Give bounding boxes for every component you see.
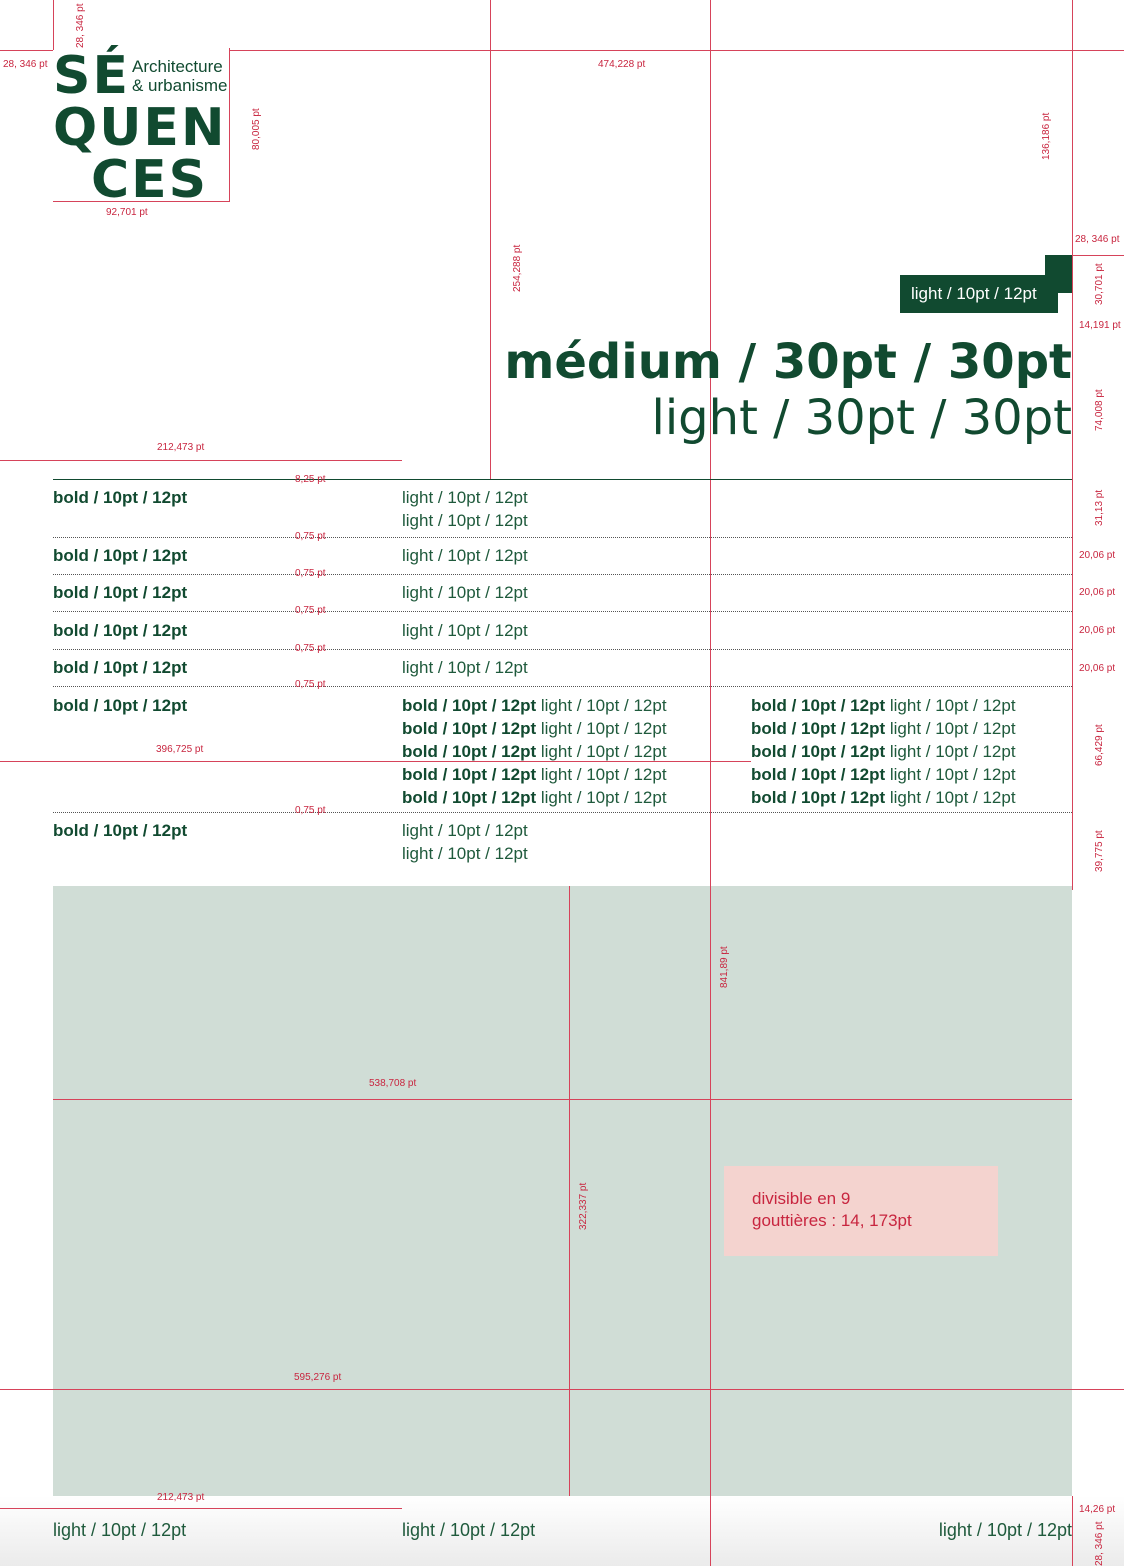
logo-height-guide [229,48,230,202]
measure-page-width: 595,276 pt [294,1372,342,1383]
measure-col1: 212,473 pt [157,442,205,453]
measure-2006: 20,06 pt [1079,625,1116,636]
center-guide-line [710,0,711,1566]
measure-1426: 14,26 pt [1079,1504,1116,1515]
measure-left-margin: 28, 346 pt [3,59,48,70]
row-text: light / 10pt / 12pt [402,658,528,677]
logo-subtitle-2: & urbanisme [132,76,228,95]
measure-zone-width: 538,708 pt [369,1078,417,1089]
logo-line-3: CES [91,150,209,210]
footer-center: light / 10pt / 12pt [402,1520,536,1540]
row-text: light / 10pt / 12pt [402,844,528,863]
measure-2006: 20,06 pt [1079,550,1116,561]
row-text: light / 10pt / 12pt [402,621,528,640]
measure-825: 8,25 pt [295,474,326,485]
col1-width-line [0,460,402,461]
footer-margin-guide [1072,1496,1073,1566]
measure-74008: 74,008 pt [1094,389,1105,431]
row-divider [53,574,1072,575]
multi-column-left: bold / 10pt / 12pt light / 10pt / 12pt bold / 10pt / 12pt light / 10pt / 12pt bold / 10pt / 12pt light / 10pt / 12pt bold / 10pt / 12pt light / 10pt / 12pt bold / 10pt / 12pt light / 10pt / 12pt [402,696,667,807]
row-text: light / 10pt / 12pt [402,821,528,840]
row-label: bold / 10pt / 12pt [53,583,188,602]
measure-3113: 31,13 pt [1094,489,1105,526]
measure-top-margin: 28, 346 pt [75,3,86,48]
title-medium: médium / 30pt / 30pt [504,334,1072,390]
measure-col2: 396,725 pt [156,744,204,755]
row-divider [53,686,1072,687]
multi-column-right: bold / 10pt / 12pt light / 10pt / 12pt bold / 10pt / 12pt light / 10pt / 12pt bold / 10pt / 12pt light / 10pt / 12pt bold / 10pt / 12pt light / 10pt / 12pt bold / 10pt / 12pt light / 10pt / 12pt [751,696,1016,807]
row-label: bold / 10pt / 12pt [53,546,188,565]
measure-136: 136,186 pt [1041,112,1052,160]
row-divider [53,649,1072,650]
gutter-note [752,1188,912,1232]
logo-line-1: SÉ [53,46,130,106]
row-label: bold / 10pt / 12pt [53,658,188,677]
footer-left: light / 10pt / 12pt [53,1520,187,1540]
note-line-2: gouttières : 14, 173pt [752,1211,912,1230]
row-text: light / 10pt / 12pt [402,511,528,530]
measure-66429: 66,429 pt [1094,724,1105,766]
footer-col-line [0,1508,402,1509]
top-margin-guide [53,0,54,50]
content-width-line [229,50,1124,51]
title-light: light / 30pt / 30pt [651,390,1072,446]
row-text: light / 10pt / 12pt [402,583,528,602]
logo-line-2: QUEN [53,98,227,158]
footer-right: light / 10pt / 12pt [938,1520,1072,1540]
measure-content-width: 474,228 pt [598,59,646,70]
column-guide-line [490,0,491,480]
measure-page-height: 841,89 pt [719,946,730,988]
measure-254: 254,288 pt [512,244,523,292]
measure-2006: 20,06 pt [1079,587,1116,598]
measure-39775: 39,775 pt [1094,830,1105,872]
measure-right-margin: 28, 346 pt [1075,234,1120,245]
row-label: bold / 10pt / 12pt [53,821,188,840]
left-margin-line [0,50,53,51]
measure-075: 0,75 pt [295,605,326,616]
measure-075: 0,75 pt [295,805,326,816]
row-text: light / 10pt / 12pt [402,488,528,507]
page-width-line [0,1389,1124,1390]
row-label: bold / 10pt / 12pt [53,488,188,507]
row-divider [53,812,1072,813]
row-divider [53,611,1072,612]
logo-subtitle [132,57,227,95]
measure-logo-height: 80,005 pt [251,108,262,150]
measure-2006: 20,06 pt [1079,663,1116,674]
measure-14191: 14,191 pt [1079,320,1121,331]
zone-height-guide [569,886,570,1496]
measure-bottom-margin: 28, 346 pt [1094,1521,1105,1566]
measure-075: 0,75 pt [295,531,326,542]
right-margin-line [1072,255,1124,256]
measure-075: 0,75 pt [295,568,326,579]
measure-logo-width: 92,701 pt [106,207,148,218]
measure-footer-col: 212,473 pt [157,1492,205,1503]
header-rule [53,479,1072,480]
row-text: light / 10pt / 12pt [402,546,528,565]
measure-075: 0,75 pt [295,643,326,654]
row-divider [53,537,1072,538]
measure-075: 0,75 pt [295,679,326,690]
note-line-1: divisible en 9 [752,1189,851,1208]
right-margin-guide [1072,0,1073,890]
measure-30701: 30,701 pt [1094,263,1105,305]
logo-subtitle-1: Architecture [132,57,223,76]
row-label: bold / 10pt / 12pt [53,696,188,715]
measure-zone-height: 322,337 pt [578,1182,589,1230]
zone-width-line [53,1099,1072,1100]
row-label: bold / 10pt / 12pt [53,621,188,640]
header-tag: light / 10pt / 12pt [900,275,1058,313]
